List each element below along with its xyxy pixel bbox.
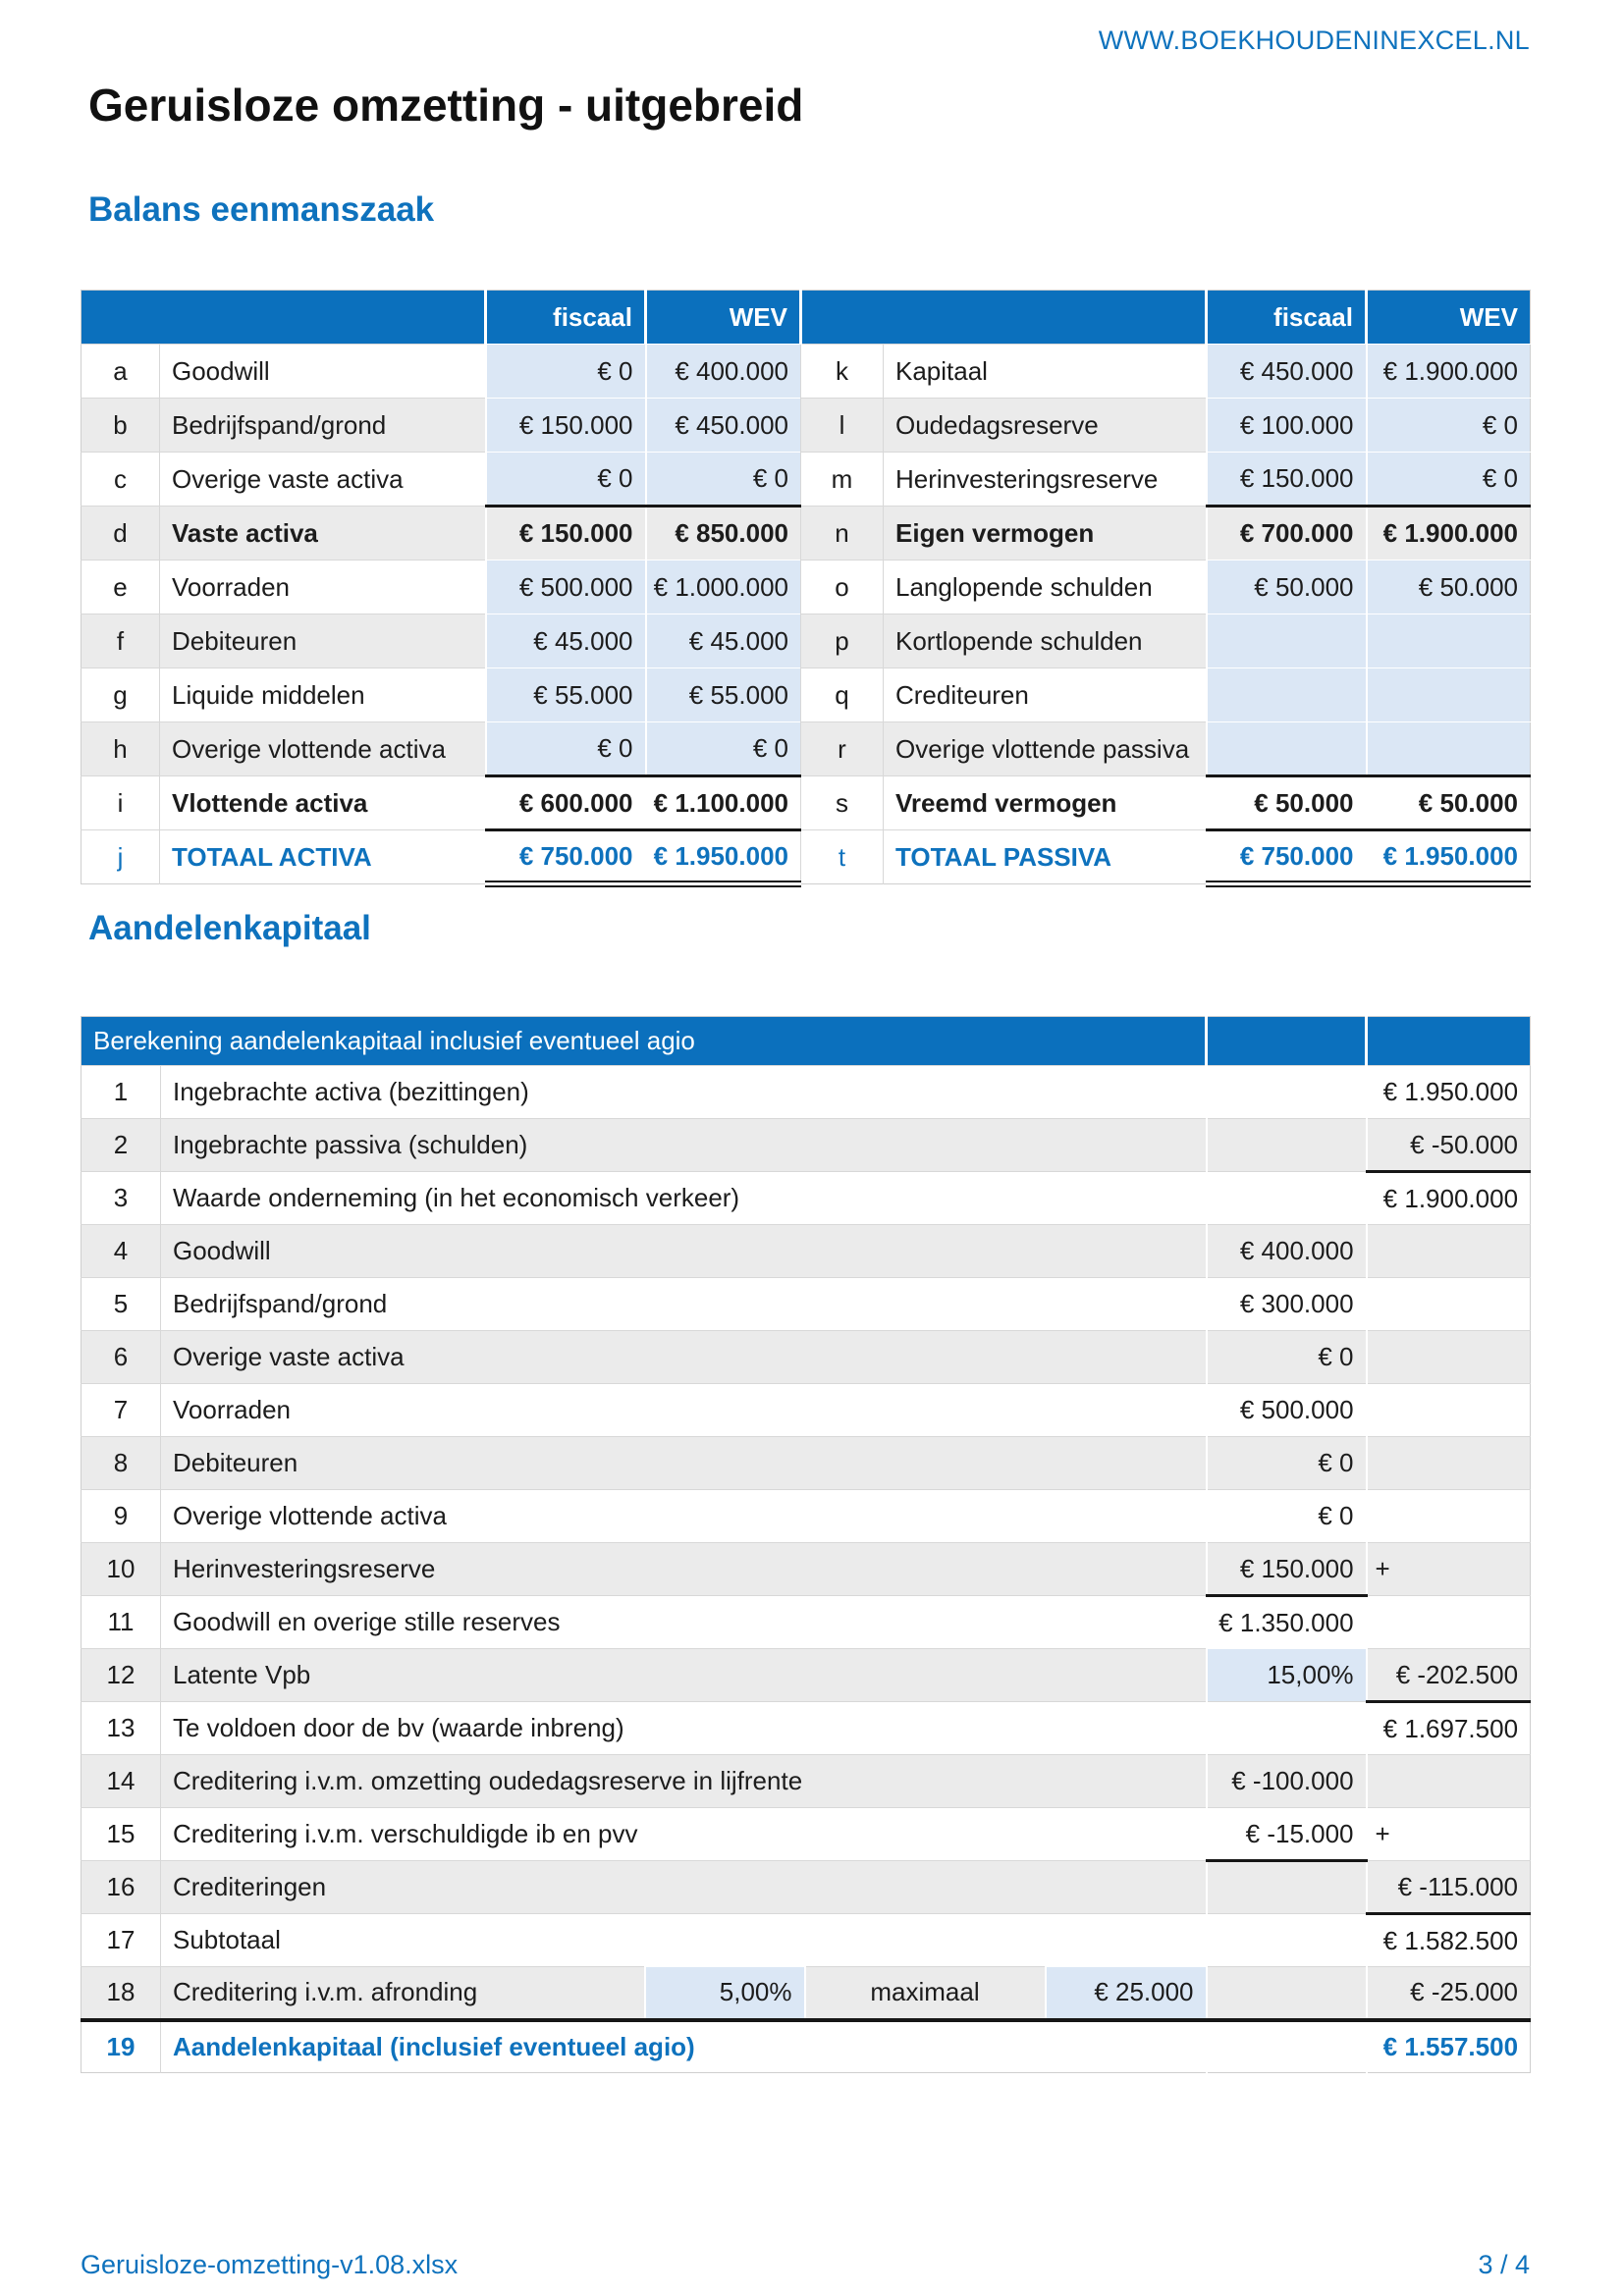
balans-header-blank-left bbox=[81, 291, 486, 345]
fiscaal-value: € 750.000 bbox=[486, 830, 646, 884]
aandelenkapitaal-table bbox=[81, 1016, 1531, 2073]
fiscaal-value: € 55.000 bbox=[486, 668, 646, 722]
row-label: Herinvesteringsreserve bbox=[161, 1543, 1207, 1596]
fiscaal-value: € 500.000 bbox=[486, 561, 646, 614]
calc-row-18 bbox=[81, 1967, 1531, 2020]
calc-row-9 bbox=[81, 1490, 1531, 1543]
col2-value bbox=[1367, 1755, 1531, 1808]
row-number: 18 bbox=[81, 1967, 161, 2020]
row-letter: g bbox=[81, 668, 160, 722]
balans-row-f-p bbox=[81, 614, 1531, 668]
col1-value bbox=[1207, 1914, 1367, 1967]
row-letter: k bbox=[801, 345, 884, 399]
col1-value bbox=[1207, 1702, 1367, 1755]
calc-row-8 bbox=[81, 1437, 1531, 1490]
row-number: 2 bbox=[81, 1119, 161, 1172]
fiscaal-value: € 0 bbox=[486, 722, 646, 776]
row-number: 1 bbox=[81, 1066, 161, 1119]
aandelen-header-row bbox=[81, 1017, 1531, 1066]
fiscaal-value: € 45.000 bbox=[486, 614, 646, 668]
column-header-wev-right: WEV bbox=[1367, 291, 1531, 345]
row-label: Ingebrachte activa (bezittingen) bbox=[161, 1066, 1207, 1119]
row-label: Creditering i.v.m. omzetting oudedagsreserve in lijfrente bbox=[161, 1755, 1207, 1808]
fiscaal-value bbox=[1207, 722, 1367, 776]
balans-table bbox=[81, 290, 1531, 887]
max-amount-value: € 25.000 bbox=[1046, 1967, 1207, 2020]
fiscaal-value: € 50.000 bbox=[1207, 776, 1367, 830]
calc-row-12 bbox=[81, 1649, 1531, 1702]
col1-value: € 400.000 bbox=[1207, 1225, 1367, 1278]
col1-value: € 500.000 bbox=[1207, 1384, 1367, 1437]
wev-value: € 1.900.000 bbox=[1367, 507, 1531, 561]
fiscaal-value: € 0 bbox=[486, 453, 646, 507]
row-label: Overige vaste activa bbox=[161, 1331, 1207, 1384]
column-header-wev-left: WEV bbox=[646, 291, 801, 345]
balans-row-a-k bbox=[81, 345, 1531, 399]
row-label: Bedrijfspand/grond bbox=[160, 399, 486, 453]
col1-value bbox=[1207, 2020, 1367, 2073]
row-label: Crediteuren bbox=[884, 668, 1207, 722]
footer-page-number: 3 / 4 bbox=[1478, 2250, 1530, 2279]
row-label: Voorraden bbox=[161, 1384, 1207, 1437]
row-label: Goodwill bbox=[161, 1225, 1207, 1278]
wev-value bbox=[1367, 614, 1531, 668]
calc-row-19 bbox=[81, 2020, 1531, 2073]
section-heading-aandelenkapitaal: Aandelenkapitaal bbox=[88, 909, 371, 947]
row-label: Kapitaal bbox=[884, 345, 1207, 399]
row-letter: a bbox=[81, 345, 160, 399]
column-header-fiscaal-right: fiscaal bbox=[1207, 291, 1367, 345]
row-label: Vaste activa bbox=[160, 507, 486, 561]
fiscaal-value: € 150.000 bbox=[1207, 453, 1367, 507]
row-number: 19 bbox=[81, 2020, 161, 2073]
col2-value: € -115.000 bbox=[1367, 1861, 1531, 1914]
row-label: Vreemd vermogen bbox=[884, 776, 1207, 830]
row-label: Creditering i.v.m. afronding bbox=[161, 1967, 645, 2020]
row-letter: b bbox=[81, 399, 160, 453]
calc-row-15 bbox=[81, 1808, 1531, 1861]
row-letter: p bbox=[801, 614, 884, 668]
fiscaal-value: € 600.000 bbox=[486, 776, 646, 830]
wev-value: € 0 bbox=[646, 722, 801, 776]
col2-value: € -25.000 bbox=[1367, 1967, 1531, 2020]
calc-row-14 bbox=[81, 1755, 1531, 1808]
col2-value bbox=[1367, 1596, 1531, 1649]
row-letter: q bbox=[801, 668, 884, 722]
wev-value: € 0 bbox=[646, 453, 801, 507]
section-heading-balans: Balans eenmanszaak bbox=[88, 190, 435, 229]
row-number: 14 bbox=[81, 1755, 161, 1808]
row-letter: f bbox=[81, 614, 160, 668]
row-label: Overige vlottende passiva bbox=[884, 722, 1207, 776]
balans-row-d-n bbox=[81, 507, 1531, 561]
calc-row-13 bbox=[81, 1702, 1531, 1755]
calc-row-5 bbox=[81, 1278, 1531, 1331]
wev-value: € 50.000 bbox=[1367, 561, 1531, 614]
wev-value: € 1.950.000 bbox=[1367, 830, 1531, 884]
col2-value bbox=[1367, 1437, 1531, 1490]
balans-row-g-q bbox=[81, 668, 1531, 722]
row-number: 9 bbox=[81, 1490, 161, 1543]
row-label: Goodwill bbox=[160, 345, 486, 399]
row-number: 12 bbox=[81, 1649, 161, 1702]
row-letter: n bbox=[801, 507, 884, 561]
balans-row-b-l bbox=[81, 399, 1531, 453]
wev-value: € 1.900.000 bbox=[1367, 345, 1531, 399]
row-label: TOTAAL PASSIVA bbox=[884, 830, 1207, 884]
row-label: Oudedagsreserve bbox=[884, 399, 1207, 453]
fiscaal-value bbox=[1207, 614, 1367, 668]
row-label: TOTAAL ACTIVA bbox=[160, 830, 486, 884]
aandelen-table-title: Berekening aandelenkapitaal inclusief eventueel agio bbox=[81, 1017, 1207, 1066]
row-number: 16 bbox=[81, 1861, 161, 1914]
wev-value: € 0 bbox=[1367, 399, 1531, 453]
row-label: Eigen vermogen bbox=[884, 507, 1207, 561]
row-number: 5 bbox=[81, 1278, 161, 1331]
row-label: Aandelenkapitaal (inclusief eventueel agio) bbox=[161, 2020, 1207, 2073]
row-label: Langlopende schulden bbox=[884, 561, 1207, 614]
balans-header-row bbox=[81, 291, 1531, 345]
row-number: 7 bbox=[81, 1384, 161, 1437]
col1-value: € 150.000 bbox=[1207, 1543, 1367, 1596]
row-number: 17 bbox=[81, 1914, 161, 1967]
balans-row-h-r bbox=[81, 722, 1531, 776]
fiscaal-value bbox=[1207, 668, 1367, 722]
wev-value: € 45.000 bbox=[646, 614, 801, 668]
col2-value: € 1.900.000 bbox=[1367, 1172, 1531, 1225]
wev-value: € 55.000 bbox=[646, 668, 801, 722]
calc-row-3 bbox=[81, 1172, 1531, 1225]
row-letter: s bbox=[801, 776, 884, 830]
row-label: Waarde onderneming (in het economisch verkeer) bbox=[161, 1172, 1207, 1225]
website-link[interactable]: WWW.BOEKHOUDENINEXCEL.NL bbox=[1098, 26, 1530, 55]
calc-row-6 bbox=[81, 1331, 1531, 1384]
page-title: Geruisloze omzetting - uitgebreid bbox=[88, 80, 804, 131]
balans-row-c-m bbox=[81, 453, 1531, 507]
row-label: Voorraden bbox=[160, 561, 486, 614]
row-number: 6 bbox=[81, 1331, 161, 1384]
fiscaal-value: € 750.000 bbox=[1207, 830, 1367, 884]
balans-row-j-t bbox=[81, 830, 1531, 884]
row-label: Subtotaal bbox=[161, 1914, 1207, 1967]
balans-row-e-o bbox=[81, 561, 1531, 614]
col1-value bbox=[1207, 1967, 1367, 2020]
row-label: Overige vlottende activa bbox=[161, 1490, 1207, 1543]
row-label: Liquide middelen bbox=[160, 668, 486, 722]
calc-row-1 bbox=[81, 1066, 1531, 1119]
wev-value: € 50.000 bbox=[1367, 776, 1531, 830]
row-label: Te voldoen door de bv (waarde inbreng) bbox=[161, 1702, 1207, 1755]
row-label: Herinvesteringsreserve bbox=[884, 453, 1207, 507]
wev-value: € 850.000 bbox=[646, 507, 801, 561]
col1-value: € 300.000 bbox=[1207, 1278, 1367, 1331]
aandelen-header-blank-col1 bbox=[1207, 1017, 1367, 1066]
row-label: Latente Vpb bbox=[161, 1649, 1207, 1702]
calc-row-4 bbox=[81, 1225, 1531, 1278]
row-number: 3 bbox=[81, 1172, 161, 1225]
fiscaal-value: € 150.000 bbox=[486, 399, 646, 453]
calc-row-2 bbox=[81, 1119, 1531, 1172]
wev-value: € 450.000 bbox=[646, 399, 801, 453]
col1-value: 15,00% bbox=[1207, 1649, 1367, 1702]
row-label: Ingebrachte passiva (schulden) bbox=[161, 1119, 1207, 1172]
col2-value bbox=[1367, 1278, 1531, 1331]
row-number: 15 bbox=[81, 1808, 161, 1861]
col2-value: € 1.697.500 bbox=[1367, 1702, 1531, 1755]
row-letter: r bbox=[801, 722, 884, 776]
wev-value bbox=[1367, 668, 1531, 722]
col1-value: € -100.000 bbox=[1207, 1755, 1367, 1808]
row-label: Crediteringen bbox=[161, 1861, 1207, 1914]
fiscaal-value: € 700.000 bbox=[1207, 507, 1367, 561]
row-label: Debiteuren bbox=[161, 1437, 1207, 1490]
col2-value bbox=[1367, 1384, 1531, 1437]
row-label: Debiteuren bbox=[160, 614, 486, 668]
row-letter: m bbox=[801, 453, 884, 507]
row-label: Kortlopende schulden bbox=[884, 614, 1207, 668]
fiscaal-value: € 100.000 bbox=[1207, 399, 1367, 453]
fiscaal-value: € 450.000 bbox=[1207, 345, 1367, 399]
fiscaal-value: € 50.000 bbox=[1207, 561, 1367, 614]
row-label: Overige vlottende activa bbox=[160, 722, 486, 776]
row-letter: i bbox=[81, 776, 160, 830]
footer-filename: Geruisloze-omzetting-v1.08.xlsx bbox=[81, 2250, 459, 2279]
row-letter: h bbox=[81, 722, 160, 776]
row-letter: j bbox=[81, 830, 160, 884]
col1-value bbox=[1207, 1861, 1367, 1914]
col2-value: € -50.000 bbox=[1367, 1119, 1531, 1172]
row-letter: d bbox=[81, 507, 160, 561]
col2-value bbox=[1367, 1225, 1531, 1278]
row-letter: t bbox=[801, 830, 884, 884]
row-number: 8 bbox=[81, 1437, 161, 1490]
col1-value: € 0 bbox=[1207, 1437, 1367, 1490]
balans-header-blank-right bbox=[801, 291, 1207, 345]
row-label: Goodwill en overige stille reserves bbox=[161, 1596, 1207, 1649]
row-number: 10 bbox=[81, 1543, 161, 1596]
col2-value: € 1.557.500 bbox=[1367, 2020, 1531, 2073]
col1-value bbox=[1207, 1066, 1367, 1119]
row-label: Vlottende activa bbox=[160, 776, 486, 830]
wev-value: € 0 bbox=[1367, 453, 1531, 507]
col1-value bbox=[1207, 1119, 1367, 1172]
plus-sign: + bbox=[1367, 1808, 1531, 1861]
col1-value: € 1.350.000 bbox=[1207, 1596, 1367, 1649]
wev-value: € 1.950.000 bbox=[646, 830, 801, 884]
row-label: Creditering i.v.m. verschuldigde ib en pvv bbox=[161, 1808, 1207, 1861]
maximaal-label: maximaal bbox=[805, 1967, 1046, 2020]
row-number: 4 bbox=[81, 1225, 161, 1278]
balans-row-i-s bbox=[81, 776, 1531, 830]
column-header-fiscaal-left: fiscaal bbox=[486, 291, 646, 345]
wev-value: € 1.100.000 bbox=[646, 776, 801, 830]
row-label: Bedrijfspand/grond bbox=[161, 1278, 1207, 1331]
col2-value: € 1.582.500 bbox=[1367, 1914, 1531, 1967]
wev-value: € 1.000.000 bbox=[646, 561, 801, 614]
col2-value bbox=[1367, 1490, 1531, 1543]
wev-value bbox=[1367, 722, 1531, 776]
col2-value bbox=[1367, 1331, 1531, 1384]
col1-value: € -15.000 bbox=[1207, 1808, 1367, 1861]
calc-row-16 bbox=[81, 1861, 1531, 1914]
fiscaal-value: € 150.000 bbox=[486, 507, 646, 561]
plus-sign: + bbox=[1367, 1543, 1531, 1596]
row-letter: o bbox=[801, 561, 884, 614]
row-label: Overige vaste activa bbox=[160, 453, 486, 507]
calc-row-7 bbox=[81, 1384, 1531, 1437]
row-number: 13 bbox=[81, 1702, 161, 1755]
calc-row-10 bbox=[81, 1543, 1531, 1596]
row-letter: l bbox=[801, 399, 884, 453]
col2-value: € 1.950.000 bbox=[1367, 1066, 1531, 1119]
row-letter: c bbox=[81, 453, 160, 507]
row-letter: e bbox=[81, 561, 160, 614]
row-number: 11 bbox=[81, 1596, 161, 1649]
calc-row-17 bbox=[81, 1914, 1531, 1967]
percentage-value: 5,00% bbox=[645, 1967, 805, 2020]
wev-value: € 400.000 bbox=[646, 345, 801, 399]
col1-value: € 0 bbox=[1207, 1331, 1367, 1384]
col1-value: € 0 bbox=[1207, 1490, 1367, 1543]
col2-value: € -202.500 bbox=[1367, 1649, 1531, 1702]
col1-value bbox=[1207, 1172, 1367, 1225]
fiscaal-value: € 0 bbox=[486, 345, 646, 399]
calc-row-11 bbox=[81, 1596, 1531, 1649]
aandelen-header-blank-col2 bbox=[1367, 1017, 1531, 1066]
